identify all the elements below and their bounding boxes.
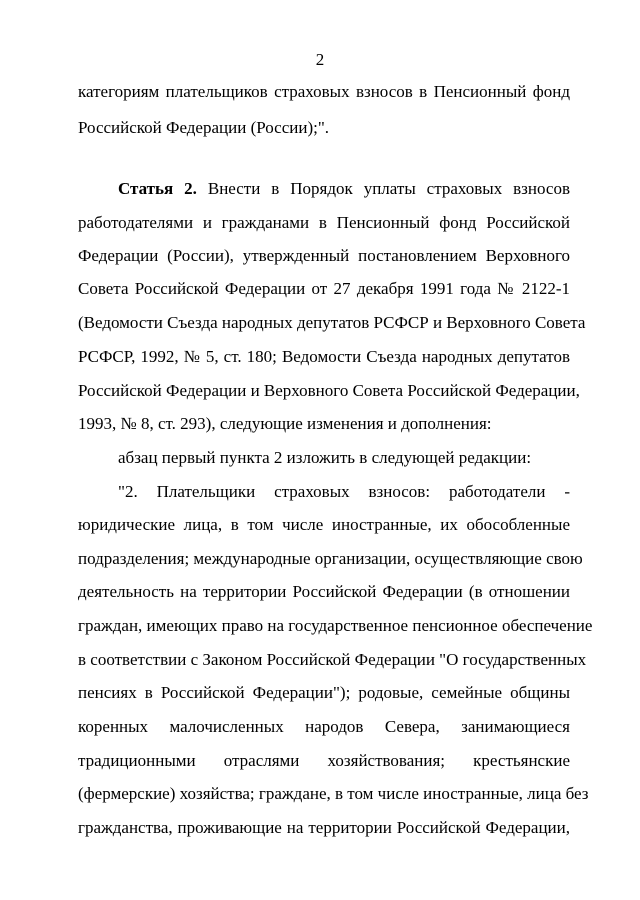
text-line: в соответствии с Законом Российской Федерации "О государственных [78,650,587,669]
text-span: Внести в Порядок уплаты страховых взносов [207,179,570,198]
text-line: 1993, № 8, ст. 293), следующие изменения и дополнения: [78,414,492,433]
text-line: деятельность на территории Российской Федерации (в отношении [78,582,570,601]
text-line: традиционными отраслями хозяйствования; крестьянские [78,751,570,770]
text-line: пенсиях в Российской Федерации"); родовые, семейные общины [78,683,570,702]
text-line: подразделения; международные организации, осуществляющие свою [78,549,583,568]
article-label: Статья 2. [118,179,197,198]
article-2-first-line [118,179,570,199]
text-line: работодателями и гражданами в Пенсионный фонд Российской [78,213,570,232]
text-line: Федерации (России), утвержденный постановлением Верховного [78,246,570,265]
text-line: граждан, имеющих право на государственное пенсионное обеспечение [78,616,593,635]
text-line: юридические лица, в том числе иностранные, их обособленные [78,515,570,534]
text-line: "2. Плательщики страховых взносов: работодатели - [118,482,570,501]
text-line: Совета Российской Федерации от 27 декабря 1991 года № 2122-1 [78,279,570,298]
text-line: категориям плательщиков страховых взносов в Пенсионный фонд [78,82,570,101]
page-number: 2 [315,50,325,69]
text-line: коренных малочисленных народов Севера, занимающиеся [78,717,570,736]
text-line: абзац первый пункта 2 изложить в следующей редакции: [118,448,532,467]
text-line: (Ведомости Съезда народных депутатов РСФСР и Верховного Совета [78,313,586,332]
text-line: (фермерские) хозяйства; граждане, в том числе иностранные, лица без [78,784,589,803]
text-line: Российской Федерации и Верховного Совета Российской Федерации, [78,381,580,400]
text-line: Российской Федерации (России);". [78,118,330,137]
text-line: гражданства, проживающие на территории Российской Федерации, [78,818,570,837]
text-line: РСФСР, 1992, № 5, ст. 180; Ведомости Съезда народных депутатов [78,347,570,366]
